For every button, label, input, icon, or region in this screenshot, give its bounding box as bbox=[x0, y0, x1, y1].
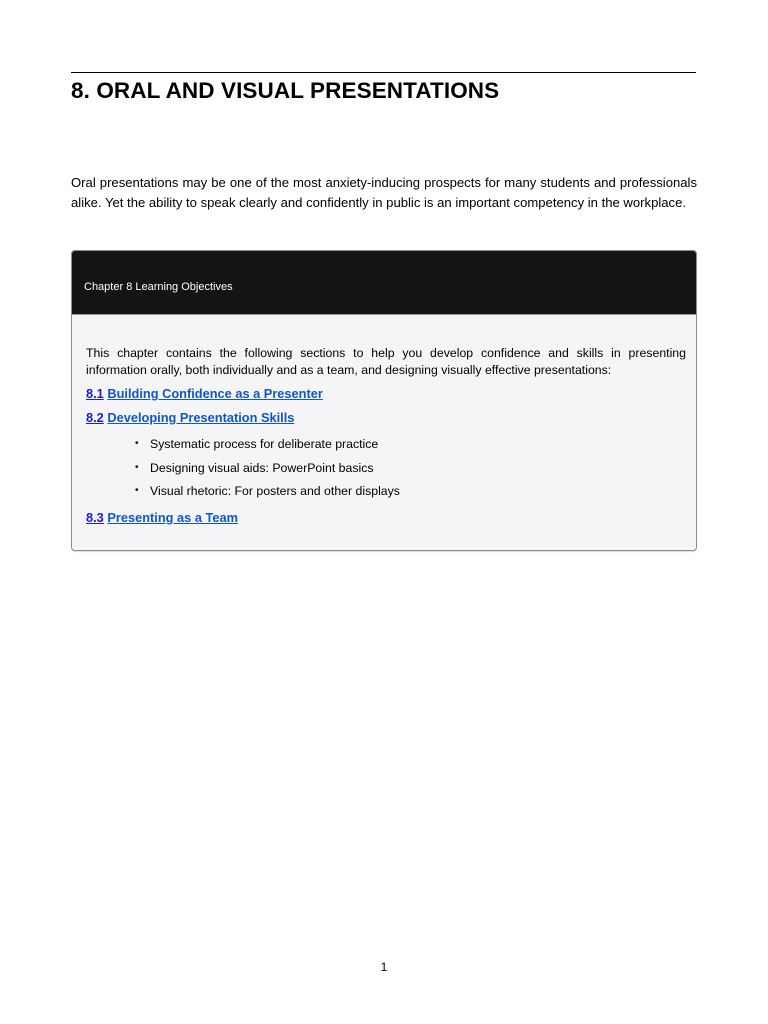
list-item bbox=[135, 483, 686, 499]
page-number: 1 bbox=[380, 960, 388, 974]
section-number: 8.3 bbox=[86, 510, 104, 525]
list-item-text: Designing visual aids: PowerPoint basics bbox=[150, 460, 374, 475]
list-item-text: Systematic process for deliberate practice bbox=[150, 437, 379, 451]
section-title: Presenting as a Team bbox=[107, 510, 238, 525]
section-link-8-1[interactable] bbox=[86, 386, 686, 402]
section-title: Developing Presentation Skills bbox=[107, 410, 295, 425]
learning-objectives-box bbox=[71, 250, 697, 551]
list-item-text: Visual rhetoric: For posters and other displays bbox=[150, 484, 400, 498]
subsection-list bbox=[86, 436, 686, 499]
learning-objectives-body bbox=[86, 345, 686, 526]
section-title: Building Confidence as a Presenter bbox=[107, 386, 323, 401]
intro-paragraph: Oral presentations may be one of the most anxiety-inducing prospects for many students and professionals alike. Yet the ability to speak clearly and confidently in public is an important competency in the workplace. bbox=[71, 175, 697, 210]
bullet-icon: • bbox=[135, 461, 139, 473]
list-item bbox=[135, 460, 686, 476]
chapter-title: 8. ORAL AND VISUAL PRESENTATIONS bbox=[71, 78, 500, 103]
objectives-lead-text: This chapter contains the following sections to help you develop confidence and skills in presenting information orally, both individually and as a team, and designing visually effective presentations: bbox=[86, 346, 686, 377]
learning-objectives-header bbox=[72, 251, 696, 315]
section-link-8-2[interactable] bbox=[86, 410, 686, 426]
section-number: 8.2 bbox=[86, 410, 104, 425]
section-link-8-3[interactable] bbox=[86, 510, 686, 526]
bullet-icon: • bbox=[135, 438, 139, 449]
list-item bbox=[135, 436, 686, 452]
learning-objectives-title: Chapter 8 Learning Objectives bbox=[84, 281, 233, 293]
title-rule bbox=[71, 72, 696, 73]
section-number: 8.1 bbox=[86, 386, 104, 401]
bullet-icon: • bbox=[135, 485, 139, 496]
